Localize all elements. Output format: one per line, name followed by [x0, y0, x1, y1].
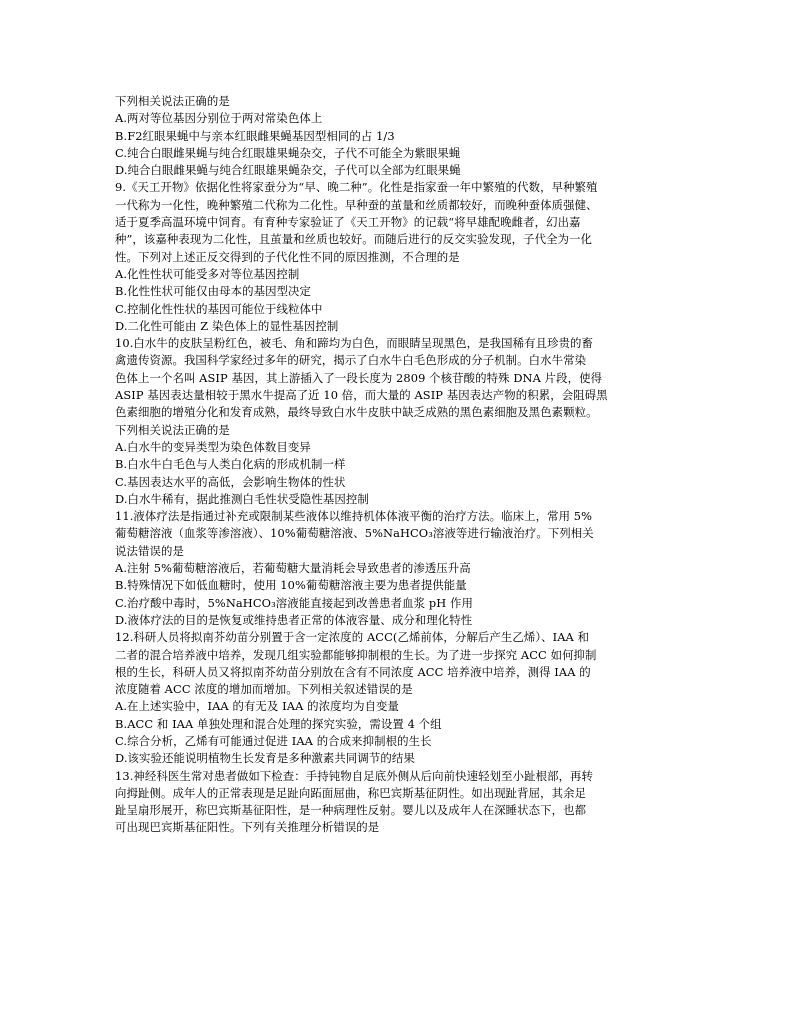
- text-line: C.纯合白眼雌果蝇与纯合红眼雄果蝇杂交，子代不可能全为紫眼果蝇: [115, 145, 461, 160]
- text-line: B.白水牛白毛色与人类白化病的形成机制一样: [115, 457, 346, 472]
- text-line: C.综合分析，乙烯有可能通过促进 IAA 的合成来抑制根的生长: [115, 733, 432, 748]
- text-line: D.纯合白眼雌果蝇与纯合红眼雄果蝇杂交，子代可以全部为红眼果蝇: [115, 163, 461, 178]
- text-line: 9.《天工开物》依据化性将家蚕分为“早、晚二种”。化性是指家蚕一年中繁殖的代数，早种繁殖: [115, 180, 598, 195]
- text-line: 11.液体疗法是指通过补充或限制某些液体以维持机体体液平衡的治疗方法。临床上，常用 5%: [115, 509, 593, 524]
- text-line: 下列相关说法正确的是: [115, 422, 230, 437]
- text-line: 色体上一个名叫 ASIP 基因，其上游插入了一段长度为 2809 个核苷酸的特殊 DNA 片段，使得: [115, 370, 603, 385]
- text-line: A.在上述实验中，IAA 的有无及 IAA 的浓度均为自变量: [115, 699, 400, 714]
- text-line: B.化性性状可能仅由母本的基因型决定: [115, 284, 312, 299]
- text-line: A.两对等位基因分别位于两对常染色体上: [115, 111, 323, 126]
- text-line: B.ACC 和 IAA 单独处理和混合处理的探究实验，需设置 4 个组: [115, 716, 442, 731]
- text-line: 禽遗传资源。我国科学家经过多年的研究，揭示了白水牛白毛色形成的分子机制。白水牛常染: [115, 353, 587, 368]
- text-line: A.白水牛的变异类型为染色体数目变异: [115, 439, 311, 454]
- text-line: 种”，该嘉种表现为二化性，且茧量和丝质也较好。而随后进行的反交实验发现，子代全为一化: [115, 232, 593, 247]
- text-line: D.液体疗法的目的是恢复或维持患者正常的体液容量、成分和理化特性: [115, 612, 473, 627]
- text-line: 葡萄糖溶液（血浆等渗溶液）、10%葡萄糖溶液、5%NaHCO₃溶液等进行输液治疗。下列相关: [115, 526, 594, 541]
- text-line: 色素细胞的增殖分化和发育成熟，最终导致白水牛皮肤中缺乏成熟的黑色素细胞及黑色素颗粒。: [115, 405, 598, 420]
- text-line: 下列相关说法正确的是: [115, 94, 230, 108]
- text-line: B.F2红眼果蝇中与亲本红眼雌果蝇基因型相同的占 1/3: [115, 128, 395, 143]
- text-line: 性。下列对上述正反交得到的子代化性不同的原因推测，不合理的是: [115, 249, 460, 264]
- text-line: 一代称为一化性，晚种繁殖二代称为二化性。早种蚕的茧量和丝质都较好，而晚种蚕体质强健、: [115, 197, 598, 212]
- text-line: B.特殊情况下如低血糖时，使用 10%葡萄糖溶液主要为患者提供能量: [115, 578, 467, 593]
- text-line: D.白水牛稀有，据此推测白毛性状受隐性基因控制: [115, 491, 369, 506]
- text-line: D.二化性可能由 Z 染色体上的显性基因控制: [115, 318, 339, 333]
- text-line: C.治疗酸中毒时，5%NaHCO₃溶液能直接起到改善患者血浆 pH 作用: [115, 595, 473, 610]
- question-text-block: [115, 93, 685, 837]
- text-line: 可出现巴宾斯基征阳性。下列有关推理分析错误的是: [115, 820, 380, 835]
- text-line: 12.科研人员将拟南芥幼苗分别置于含一定浓度的 ACC(乙烯前体，分解后产生乙烯）、IAA 和: [115, 630, 590, 645]
- text-line: C.控制化性性状的基因可能位于线粒体中: [115, 301, 323, 316]
- text-line: 10.白水牛的皮肤呈粉红色，被毛、角和蹄均为白色，而眼睛呈现黑色，是我国稀有且珍贵的畜: [115, 336, 594, 351]
- text-line: D.该实验还能说明植物生长发育是多种激素共同调节的结果: [115, 751, 415, 766]
- text-line: C.基因表达水平的高低，会影响生物体的性状: [115, 474, 346, 489]
- text-line: 浓度随着 ACC 浓度的增加而增加。下列相关叙述错误的是: [115, 682, 413, 697]
- text-line: A.化性性状可能受多对等位基因控制: [115, 266, 300, 281]
- text-line: 向拇趾侧。成年人的正常表现是足趾向跖面屈曲，称巴宾斯基征阴性。如出现趾背屈，其余足: [115, 785, 587, 800]
- text-line: 趾呈扇形展开，称巴宾斯基征阳性，是一种病理性反射。婴儿以及成年人在深睡状态下，也都: [115, 803, 587, 818]
- text-line: 说法错误的是: [115, 543, 184, 558]
- text-line: 根的生长，科研人员又将拟南芥幼苗分别放在含有不同浓度 ACC 培养液中培养，测得 IAA 的: [115, 664, 591, 679]
- text-line: 适于夏季高温环境中饲育。有育种专家验证了《天工开物》的记载“将早雄配晚雌者，幻出嘉: [115, 215, 581, 230]
- text-line: 13.神经科医生常对患者做如下检查：手持钝物自足底外侧从后向前快速轻划至小趾根部，再转: [115, 768, 594, 783]
- text-line: A.注射 5%葡萄糖溶液后，若葡萄糖大量消耗会导致患者的渗透压升高: [115, 561, 471, 576]
- text-line: 二者的混合培养液中培养，发现几组实验都能够抑制根的生长。为了进一步探究 ACC 如何抑制: [115, 647, 597, 662]
- text-line: ASIP 基因表达量相较于黑水牛提高了近 10 倍，而大量的 ASIP 基因表达产物的积累，会阻碍黑: [115, 388, 608, 403]
